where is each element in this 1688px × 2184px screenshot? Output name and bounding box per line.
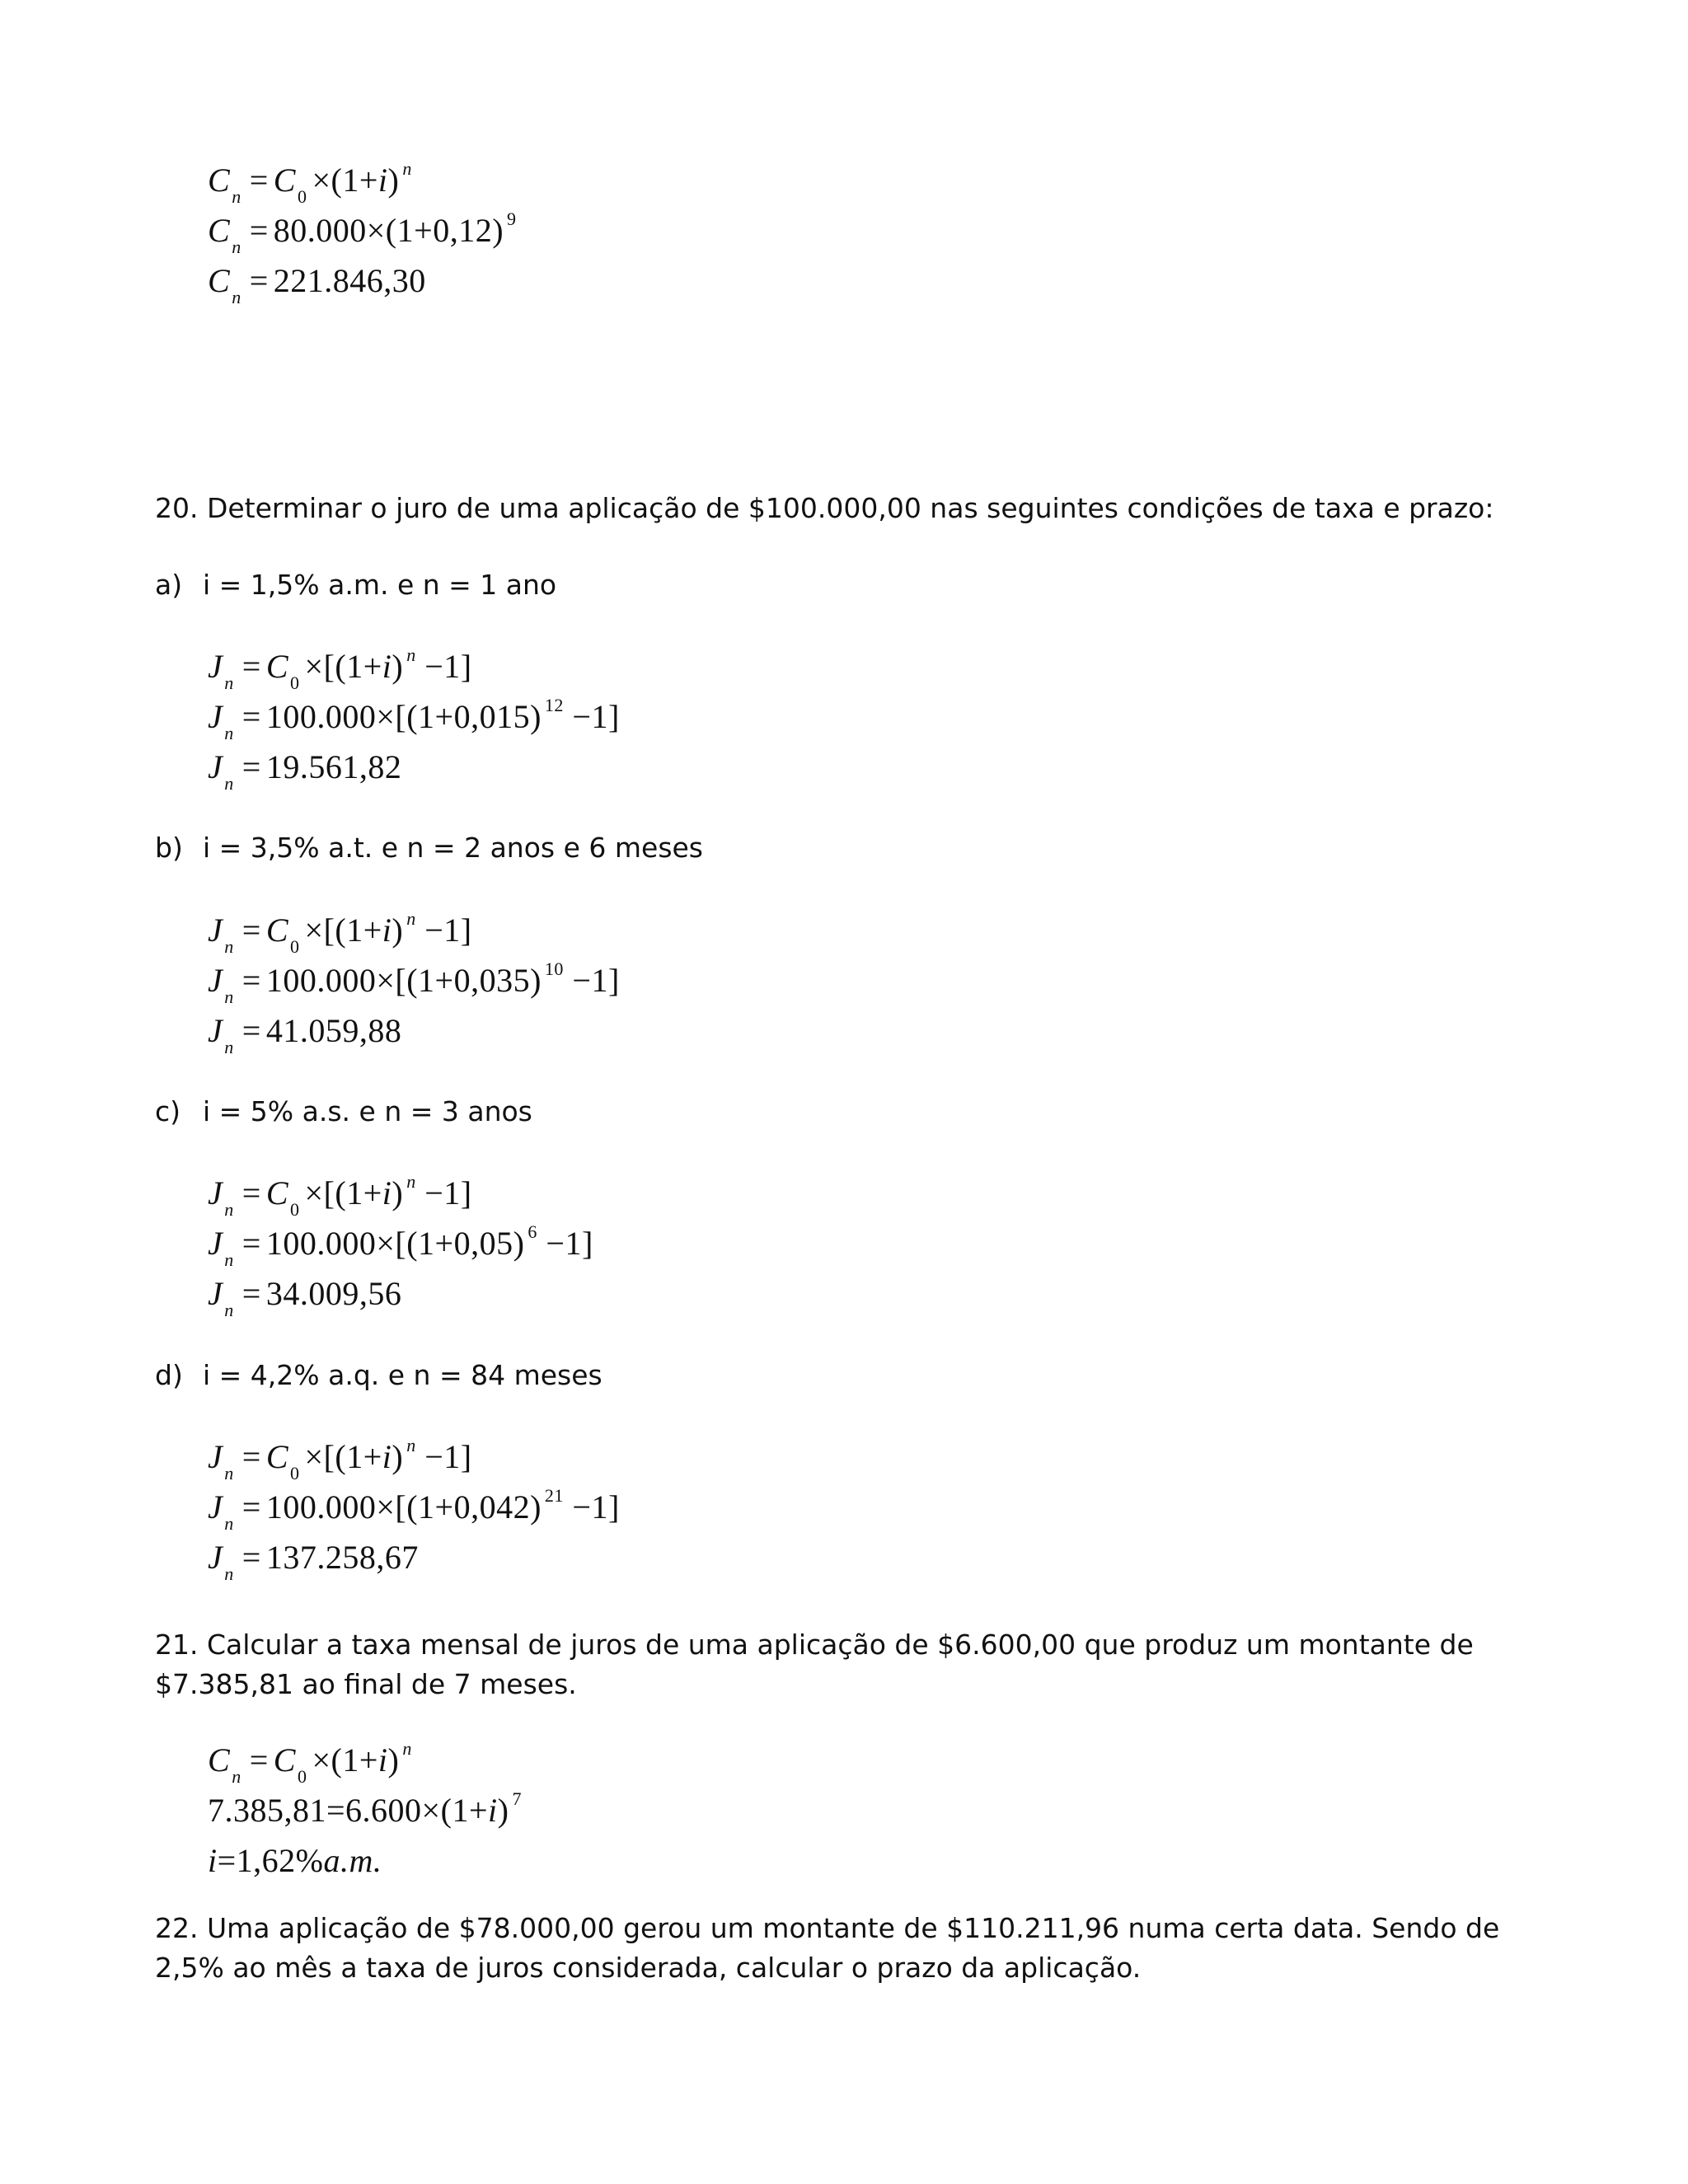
equation-line: $C_n = 80.000\times(1+0,12)$ $^9$ — [208, 209, 517, 257]
item-d — [155, 1356, 603, 1395]
equation-block-top — [208, 155, 517, 306]
question-20-statement: 20. Determinar o juro de uma aplicação de $100.000,00 nas seguintes condições de taxa e prazo: — [155, 492, 1494, 524]
eq-part: =1,62% — [217, 1842, 324, 1879]
eq-part: ) — [392, 1174, 404, 1212]
equation-block-d — [208, 1432, 620, 1582]
item-label: c) — [155, 1095, 181, 1127]
eq-part: C — [265, 1438, 289, 1475]
eq-part: ) — [497, 1792, 509, 1829]
eq-part: n — [224, 936, 234, 957]
eq-part: 0 — [290, 1199, 300, 1220]
item-text: i = 4,2% a.q. e n = 84 meses — [203, 1359, 603, 1391]
eq-part: i — [382, 1174, 392, 1212]
eq-part: a.m. — [323, 1842, 382, 1879]
eq-result: 34.009,56 — [265, 1275, 402, 1312]
eq-part: C — [265, 1174, 289, 1212]
eq-variable: i — [377, 162, 388, 199]
question-22-statement: 22. Uma aplicação de $78.000,00 gerou um montante de $110.211,96 numa certa data. Sendo de 2,5% ao mês a taxa de juros considerada, calcular o prazo da aplicação. — [155, 1912, 1500, 1984]
eq-part: n — [406, 644, 416, 665]
eq-text: ) — [387, 162, 400, 199]
equation-line — [208, 1835, 522, 1886]
equation-line: $J_n = 100.000\times[(1+0,05)$ $^6$ −1] — [208, 1221, 593, 1270]
item-a — [155, 565, 556, 605]
equation-line: $C_n = 221.846,30$ — [208, 262, 426, 307]
equation-line: $J_n = 34.009,56$ — [208, 1275, 402, 1320]
eq-part: ×[(1+ — [304, 1438, 382, 1475]
eq-text: 80.000×(1+0,12) — [273, 212, 504, 249]
item-text: i = 5% a.s. e n = 3 anos — [203, 1095, 532, 1127]
eq-part: i — [382, 912, 392, 949]
eq-part: n — [224, 987, 234, 1007]
equation-block-b — [208, 905, 620, 1056]
eq-result: 19.561,82 — [265, 748, 402, 785]
eq-part: −1] — [563, 962, 620, 999]
eq-part: i — [208, 1842, 218, 1879]
eq-part: C — [273, 1741, 296, 1779]
eq-part: i — [382, 648, 392, 685]
eq-part: J — [208, 1012, 223, 1049]
equation-line: $J_n = 41.059,88$ — [208, 1012, 402, 1057]
eq-part: C — [208, 1741, 231, 1779]
eq-part: −1] — [537, 1225, 593, 1262]
equation-line: $J_n = 137.258,67$ — [208, 1539, 419, 1584]
eq-part: J — [208, 1488, 223, 1526]
eq-part: J — [208, 748, 223, 785]
equation-block-a — [208, 641, 620, 792]
eq-exponent: n — [402, 158, 412, 179]
eq-part: J — [208, 648, 223, 685]
eq-part: −1] — [415, 912, 472, 949]
eq-part: n — [224, 1199, 234, 1220]
eq-subscript: n — [232, 287, 241, 307]
eq-part: n — [224, 773, 234, 794]
eq-subscript: n — [232, 186, 241, 207]
equation-line: $J_n = C_0 \times[(1+i)$ $^n$ −1] — [208, 1435, 472, 1483]
eq-part: n — [232, 1766, 241, 1787]
eq-part: 0 — [290, 936, 300, 957]
equation-line — [208, 1785, 522, 1835]
eq-part: 0 — [290, 673, 300, 693]
eq-part: ) — [392, 912, 404, 949]
eq-part: 100.000×[(1+0,042) — [265, 1488, 542, 1526]
item-text: i = 1,5% a.m. e n = 1 ano — [203, 569, 557, 601]
eq-part: i — [377, 1741, 388, 1779]
eq-part: 100.000×[(1+0,015) — [265, 698, 542, 735]
eq-part: n — [224, 723, 234, 743]
eq-part: J — [208, 912, 223, 949]
eq-part: 10 — [544, 958, 564, 979]
equation-block-c — [208, 1168, 593, 1319]
item-label: d) — [155, 1359, 183, 1391]
eq-part: −1] — [563, 698, 620, 735]
eq-part: J — [208, 1225, 223, 1262]
item-c — [155, 1092, 532, 1132]
eq-part: 100.000×[(1+0,035) — [265, 962, 542, 999]
eq-part: 6 — [528, 1221, 537, 1242]
equation-block-21 — [208, 1735, 522, 1886]
eq-part: 12 — [544, 695, 564, 715]
eq-part: J — [208, 962, 223, 999]
eq-part: ) — [392, 1438, 404, 1475]
eq-subscript: 0 — [297, 186, 307, 207]
question-21-statement: 21. Calcular a taxa mensal de juros de uma aplicação de $6.600,00 que produz um montante de $7.385,81 ao final de 7 meses. — [155, 1629, 1474, 1700]
equation-line: $J_n = C_0 \times[(1+i)$ $^n$ −1] — [208, 1171, 472, 1220]
eq-part: 0 — [290, 1463, 300, 1483]
item-label: a) — [155, 569, 183, 601]
eq-text: ×(1+ — [312, 162, 378, 199]
eq-subscript: n — [232, 237, 241, 257]
equation-line: $J_n = C_0 \times[(1+i)$ $^n$ −1] — [208, 644, 472, 693]
eq-part: −1] — [415, 1174, 472, 1212]
equation-line: $J_n = 19.561,82$ — [208, 748, 402, 794]
eq-exponent: 9 — [507, 209, 517, 229]
eq-part: ×[(1+ — [304, 648, 382, 685]
eq-result: 137.258,67 — [265, 1539, 419, 1576]
eq-part: C — [265, 912, 289, 949]
equation-line: $C_n = C_0 \times(1+i)$ $^n$ — [208, 1738, 412, 1787]
eq-result: 221.846,30 — [273, 262, 426, 299]
eq-part: C — [265, 648, 289, 685]
eq-part: n — [224, 1513, 234, 1534]
equation-line: $J_n = C_0 \times[(1+i)$ $^n$ −1] — [208, 908, 472, 957]
eq-part: n — [224, 1463, 234, 1483]
item-text: i = 3,5% a.t. e n = 2 anos e 6 meses — [203, 832, 704, 864]
eq-part: −1] — [415, 648, 472, 685]
eq-part: n — [224, 1300, 234, 1320]
eq-part: ×[(1+ — [304, 912, 382, 949]
eq-part: ) — [392, 648, 404, 685]
eq-part: ) — [387, 1741, 400, 1779]
eq-symbol: C — [208, 212, 231, 249]
eq-part: J — [208, 1539, 223, 1576]
eq-part: n — [402, 1738, 412, 1759]
eq-part: −1] — [415, 1438, 472, 1475]
eq-part: n — [406, 1171, 416, 1192]
eq-part: 7.385,81=6.600×(1+ — [208, 1792, 488, 1829]
eq-part: i — [382, 1438, 392, 1475]
eq-part: J — [208, 1438, 223, 1475]
eq-part: ×[(1+ — [304, 1174, 382, 1212]
eq-part: n — [224, 1037, 234, 1057]
eq-part: n — [406, 1435, 416, 1455]
eq-part: 7 — [512, 1788, 522, 1809]
item-label: b) — [155, 832, 183, 864]
eq-symbol: C — [208, 162, 231, 199]
equation-line: $J_n = 100.000\times[(1+0,015)$ $^{12}$ −1] — [208, 695, 620, 743]
eq-part: 0 — [297, 1766, 307, 1787]
equation-line: $J_n = 100.000\times[(1+0,035)$ $^{10}$ −1] — [208, 958, 620, 1007]
equation-line: $C_n = C_0 \times(1+i)$ $^n$ — [208, 158, 412, 207]
eq-symbol: C — [208, 262, 231, 299]
eq-part: i — [488, 1792, 498, 1829]
equation-line: $J_n = 100.000\times[(1+0,042)$ $^{21}$ −1] — [208, 1485, 620, 1534]
eq-part: 21 — [544, 1485, 564, 1506]
eq-part: J — [208, 1275, 223, 1312]
eq-symbol: C — [273, 162, 296, 199]
eq-part: J — [208, 1174, 223, 1212]
eq-part: n — [224, 1563, 234, 1584]
eq-part: −1] — [563, 1488, 620, 1526]
item-b — [155, 828, 703, 868]
eq-result: 41.059,88 — [265, 1012, 402, 1049]
eq-part: 100.000×[(1+0,05) — [265, 1225, 525, 1262]
eq-part: n — [224, 673, 234, 693]
eq-part: n — [224, 1249, 234, 1270]
eq-part: n — [406, 908, 416, 929]
eq-part: J — [208, 698, 223, 735]
eq-part: ×(1+ — [312, 1741, 378, 1779]
